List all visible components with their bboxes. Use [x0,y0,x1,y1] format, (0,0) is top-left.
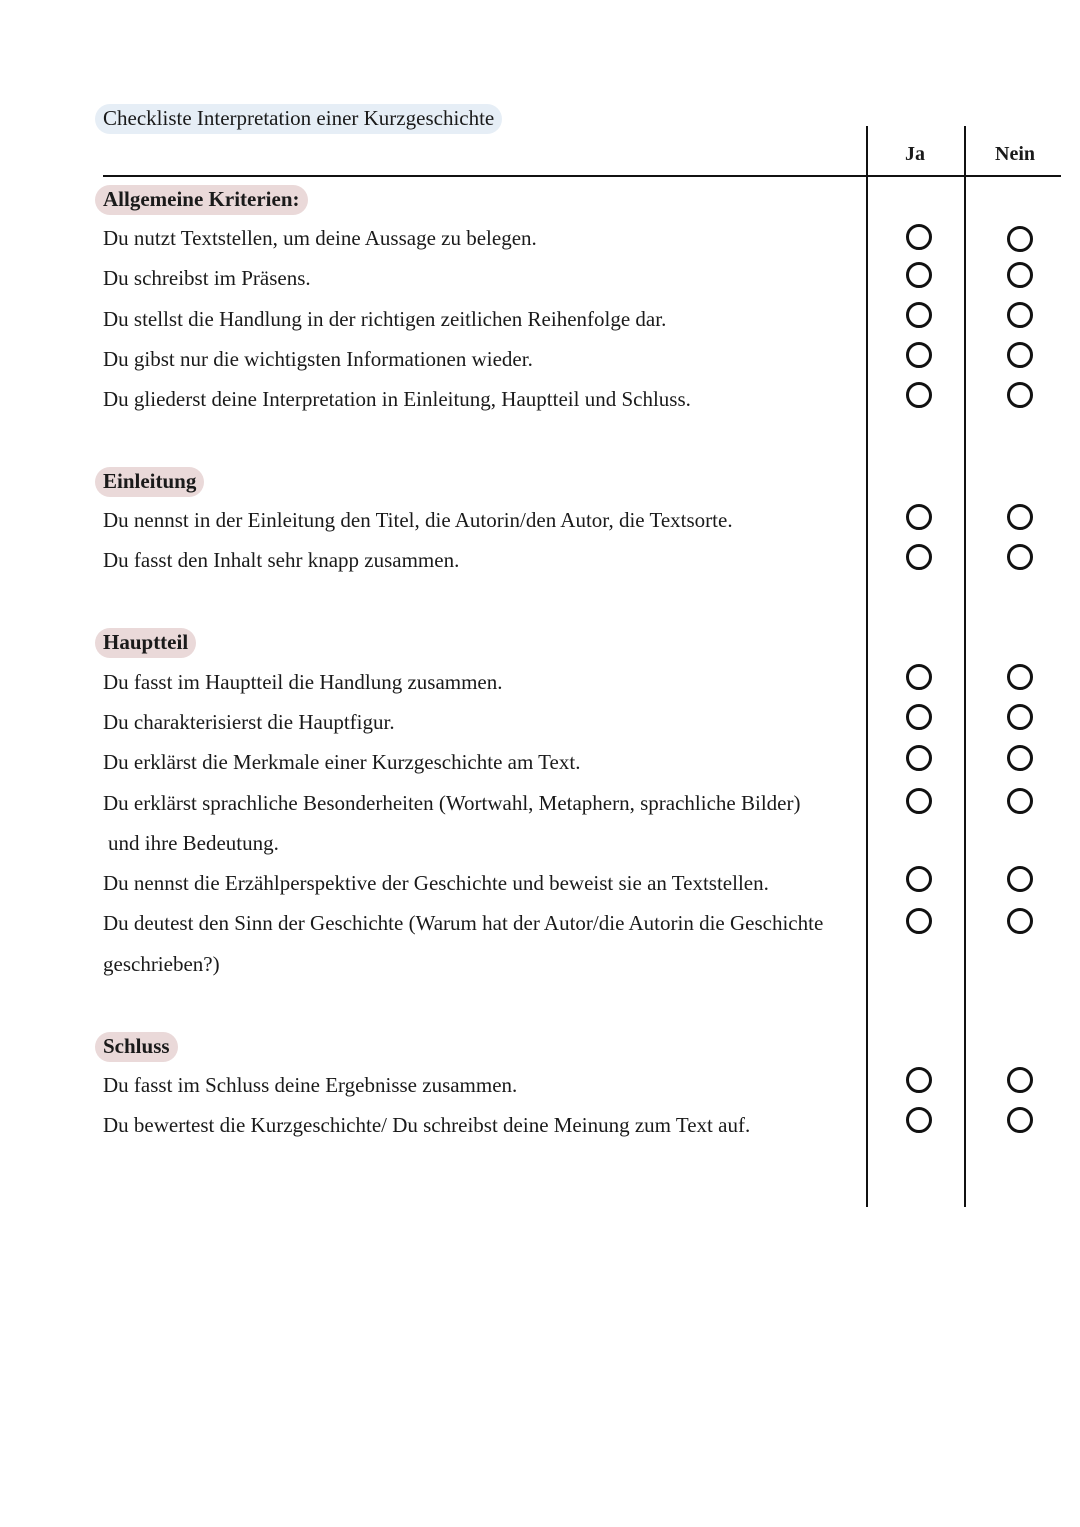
column-divider-right [964,126,966,1207]
criterion-text: Du stellst die Handlung in der richtigen zeitlichen Reihenfolge dar. [103,307,667,331]
radio-ja[interactable] [906,544,932,570]
section-heading-schluss: Schluss [95,1032,178,1062]
column-header-nein: Nein [995,143,1035,165]
radio-nein[interactable] [1007,382,1033,408]
radio-ja[interactable] [906,342,932,368]
radio-ja[interactable] [906,788,932,814]
criterion-text: Du fasst im Schluss deine Ergebnisse zusammen. [103,1073,518,1097]
criterion-text: Du schreibst im Präsens. [103,266,311,290]
radio-nein[interactable] [1007,664,1033,690]
section-heading-allgemeine-kriterien: Allgemeine Kriterien: [95,185,308,215]
radio-nein[interactable] [1007,788,1033,814]
criterion-text: Du charakterisierst die Hauptfigur. [103,710,395,734]
criterion-text: Du nutzt Textstellen, um deine Aussage zu belegen. [103,226,537,250]
column-header-ja: Ja [905,143,925,165]
radio-nein[interactable] [1007,302,1033,328]
column-divider-left [866,126,868,1207]
radio-ja[interactable] [906,866,932,892]
criterion-text: Du bewertest die Kurzgeschichte/ Du schreibst deine Meinung zum Text auf. [103,1113,751,1137]
radio-ja[interactable] [906,1107,932,1133]
criterion-text-continuation: geschrieben?) [103,952,220,976]
page-title: Checkliste Interpretation einer Kurzgeschichte [95,104,502,134]
radio-nein[interactable] [1007,745,1033,771]
radio-nein[interactable] [1007,1067,1033,1093]
criterion-text: Du deutest den Sinn der Geschichte (Warum hat der Autor/die Autorin die Geschichte [103,911,824,935]
radio-nein[interactable] [1007,504,1033,530]
criterion-text: Du erklärst sprachliche Besonderheiten (Wortwahl, Metaphern, sprachliche Bilder) [103,791,801,815]
radio-nein[interactable] [1007,866,1033,892]
radio-ja[interactable] [906,302,932,328]
radio-ja[interactable] [906,504,932,530]
radio-nein[interactable] [1007,908,1033,934]
radio-nein[interactable] [1007,342,1033,368]
criterion-text: Du gliederst deine Interpretation in Einleitung, Hauptteil und Schluss. [103,387,691,411]
radio-ja[interactable] [906,745,932,771]
radio-nein[interactable] [1007,544,1033,570]
radio-ja[interactable] [906,704,932,730]
criterion-text: Du nennst die Erzählperspektive der Geschichte und beweist sie an Textstellen. [103,871,769,895]
criterion-text: Du fasst im Hauptteil die Handlung zusammen. [103,670,503,694]
criterion-text-continuation: und ihre Bedeutung. [108,831,279,855]
radio-ja[interactable] [906,224,932,250]
radio-nein[interactable] [1007,704,1033,730]
section-heading-einleitung: Einleitung [95,467,204,497]
criterion-text: Du gibst nur die wichtigsten Informationen wieder. [103,347,533,371]
radio-ja[interactable] [906,382,932,408]
radio-ja[interactable] [906,1067,932,1093]
radio-nein[interactable] [1007,262,1033,288]
criterion-text: Du erklärst die Merkmale einer Kurzgeschichte am Text. [103,750,581,774]
criterion-text: Du fasst den Inhalt sehr knapp zusammen. [103,548,460,572]
section-heading-hauptteil: Hauptteil [95,628,196,658]
radio-nein[interactable] [1007,1107,1033,1133]
radio-ja[interactable] [906,262,932,288]
header-rule [103,175,1061,177]
radio-ja[interactable] [906,908,932,934]
radio-ja[interactable] [906,664,932,690]
radio-nein[interactable] [1007,226,1033,252]
criterion-text: Du nennst in der Einleitung den Titel, die Autorin/den Autor, die Textsorte. [103,508,733,532]
